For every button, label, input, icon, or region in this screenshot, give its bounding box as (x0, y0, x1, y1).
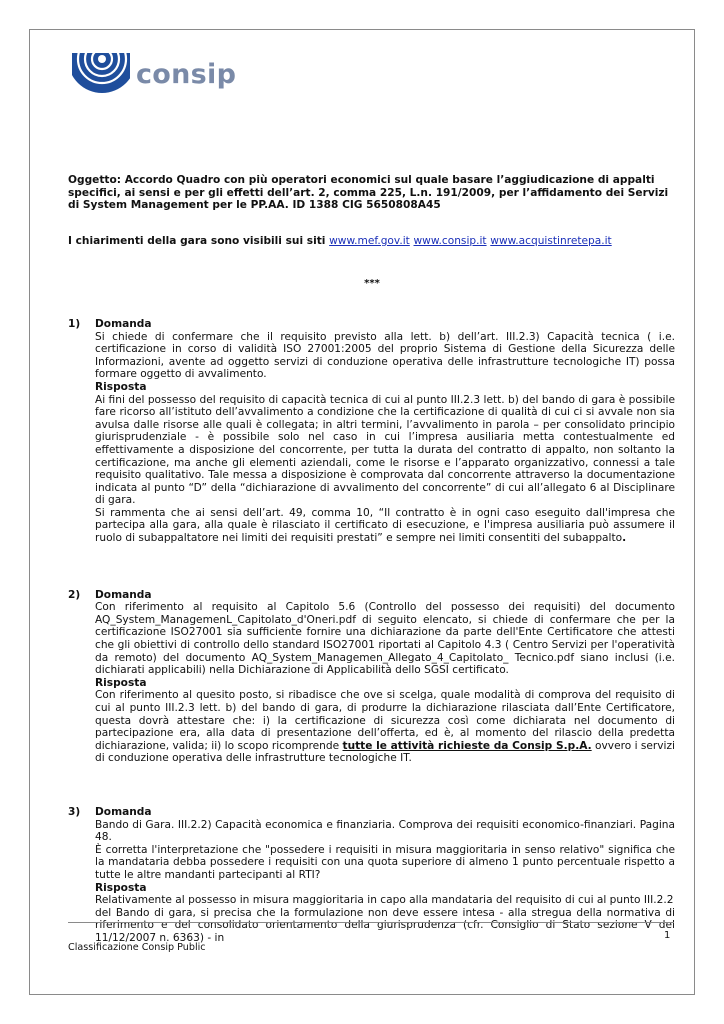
consip-logo (72, 52, 236, 96)
domanda-label: Domanda (95, 805, 152, 818)
footer-classification: Classificazione Consip Public (68, 942, 206, 953)
domanda-label: Domanda (95, 317, 152, 330)
risposta-text-2: del Bando di gara, si precisa che la formulazione non deve essere intesa - alla stregua della normativa di riferimento e del consolidato orientamento della giurisprudenza (cfr. Consiglio di Stato sezione V del 11/12/2007 n. 6363) - in (95, 906, 675, 944)
question-number: 3) (68, 805, 81, 818)
domanda-label: Domanda (95, 588, 152, 601)
question-1 (68, 318, 676, 545)
link-mef[interactable]: www.mef.gov.it (329, 234, 410, 247)
logo-text: consip (136, 58, 237, 90)
document-body (68, 174, 676, 989)
question-number: 1) (68, 317, 81, 330)
separator: *** (364, 278, 380, 290)
domanda-text: Con riferimento al requisito al Capitolo 5.6 (Controllo del possesso dei requisiti) del documento AQ_System_ManagemenL_Capitolato_d'Oneri.pdf di seguito elencato, si chiede di confermare che per la certificazione ISO27001 sia sufficiente fornire una dichiarazione da parte dell'Ente Certificatore che attesti che gli obiettivi di controllo dello standard ISO27001 riportati al Capitolo 4.3 ( Centro Servizi per l'operatività da remoto) del documento AQ_System_Managemen_Allegato_4_Capitolato_ Tecnico.pdf siano inclusi (i.e. dichiarati applicabili) nella Dichiarazione di Applicabilità dello SGSI certificato. (95, 601, 675, 677)
risposta-text-2-main: Si rammenta che ai sensi dell’art. 49, comma 10, “Il contratto è in ogni caso eseguito dall'impresa che partecipa alla gara, alla quale è rilasciato il certificato di esecuzione, e l'impresa ausiliaria può assumere il ruolo di subappaltatore nei limiti dei requisiti prestati” e sempre nei limiti consentiti del subappalto (95, 506, 675, 545)
domanda-text-2: È corretta l'interpretazione che "possedere i requisiti in misura maggioritaria in senso relativo" significa che la mandataria debba possedere i requisiti con una quota superiore di almeno 1 punto percentuale rispetto a tutte le altre mandanti partecipanti al RTI? (95, 843, 675, 881)
links-line (68, 235, 676, 248)
page-number: 1 (664, 930, 671, 941)
domanda-text: Bando di Gara. III.2.2) Capacità economica e finanziaria. Comprova dei requisiti economico-finanziari. Pagina 48. (95, 818, 675, 844)
footer-divider (68, 922, 674, 923)
risposta-after: ovvero i servizi di conduzione operativa delle infrastrutture tecnologiche IT. (95, 739, 675, 765)
risposta-before: Con riferimento al quesito posto, si ribadisce che ove si scelga, quale modalità di comprova del requisito di cui al punto III.2.3 lett. b) del bando di gara, di produrre la dichiarazione rilasciata dall’Ente Certificatore, questa dovrà attestare che: i) la certificazione di sicurezza così come dichiarata nel documento di partecipazione era, alla data di presentazione dell’offerta, ed è, al momento del rilascio della predetta dichiarazione, valida; ii) lo scopo ricomprende (95, 689, 675, 752)
risposta-text-2 (95, 507, 675, 545)
question-2 (68, 589, 676, 765)
risposta-label: Risposta (95, 676, 147, 689)
risposta-underlined: tutte le attività richieste da Consip S.p.A. (342, 739, 592, 752)
risposta-label: Risposta (95, 380, 147, 393)
link-consip[interactable]: www.consip.it (413, 234, 487, 247)
risposta-text (95, 689, 675, 765)
risposta-label: Risposta (95, 881, 147, 894)
links-intro: I chiarimenti della gara sono visibili sui siti (68, 234, 326, 247)
risposta-text: Ai fini del possesso del requisito di capacità tecnica di cui al punto III.2.3 lett. b) del bando di gara è possibile fare ricorso all’istituto dell’avvalimento a condizione che la certificazione di qualità di cui ci si avvale non sia avulsa dalle risorse alle quali è collegata; in altri termini, l’avvalimento in parola – per consolidato principio giurisprudenziale - è possibile solo nel caso in cui l’impresa ausiliaria metta contestualmente ed effettivamente a disposizione del concorrente, per tutta la durata del contratto di appalto, non soltanto la certificazione, ma anche gli elementi aziendali, come le risorse e l’apparato organizzativo, connessi a tale requisito qualitativo. Tale messa a disposizione è comprovata dal concorrente attraverso la documentazione indicata al punto “D” della “dichiarazione di avvalimento del concorrente” di cui all’allegato 6 al Disciplinare di gara. (95, 393, 675, 507)
subject-text: Oggetto: Accordo Quadro con più operatori economici sul quale basare l’aggiudicazione di appalti specifici, ai sensi e per gli effetti dell’art. 2, comma 225, L.n. 191/2009, per l’affidamento dei Servizi di System Management per le PP.AA. ID 1388 CIG 5650808A45 (68, 174, 669, 212)
consip-logo-icon (72, 53, 130, 95)
risposta-text: Relativamente al possesso in misura maggioritaria in capo alla mandataria del requisito di cui al punto III.2.2 (95, 894, 674, 907)
question-3 (68, 806, 676, 945)
domanda-text: Si chiede di confermare che il requisito previsto alla lett. b) dell’art. III.2.3) Capacità tecnica ( i.e. certificazione in corso di validità ISO 27001:2005 del proprio Sistema di Gestione della Sicurezza delle Informazioni, avente ad oggetto servizi di conduzione operativa delle infrastrutture tecnologiche IT) possa formare oggetto di avvalimento. (95, 330, 675, 381)
risposta-text-2-end: . (622, 532, 627, 545)
question-number: 2) (68, 588, 81, 601)
link-acquistinretepa[interactable]: www.acquistinretepa.it (490, 234, 612, 247)
